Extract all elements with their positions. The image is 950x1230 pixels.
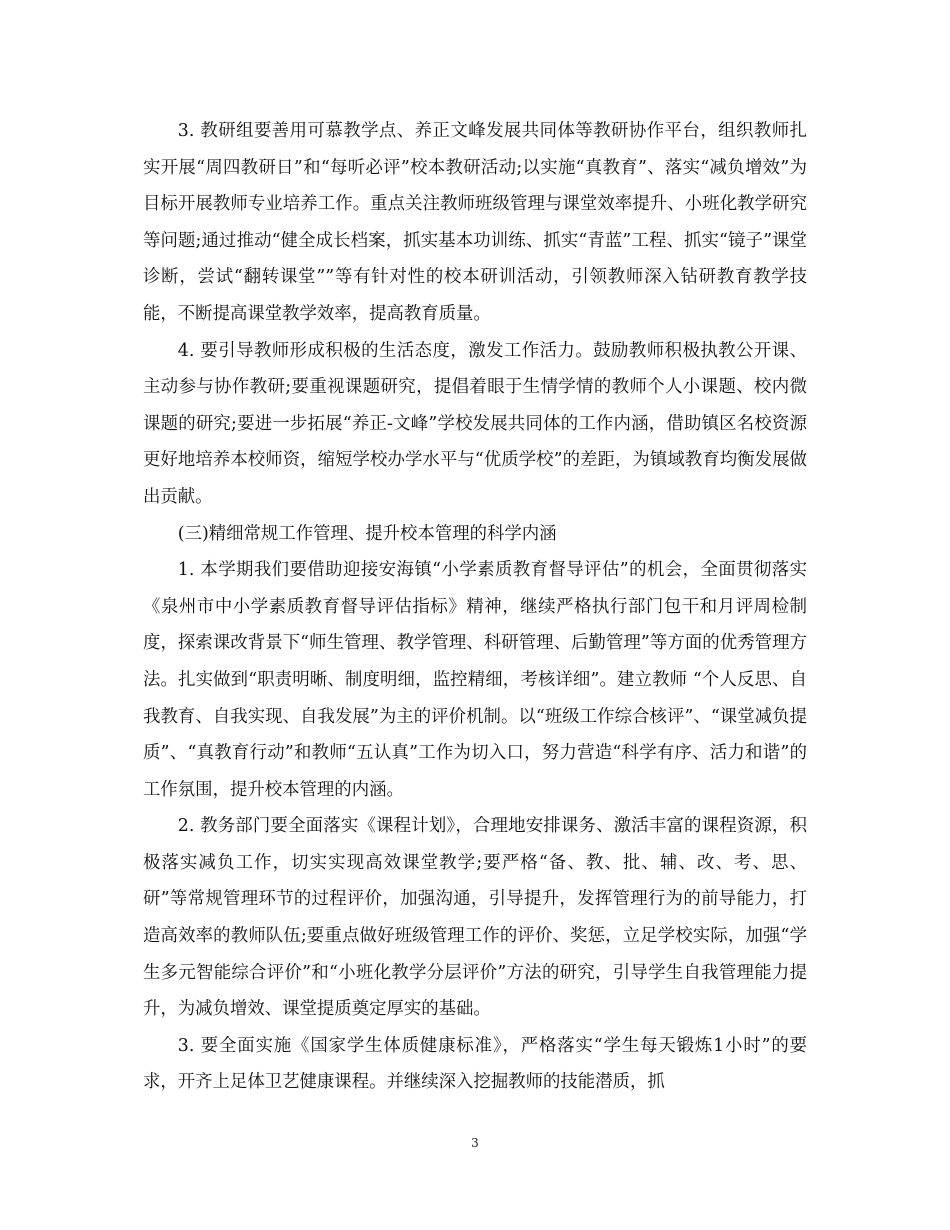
page-number: 3 xyxy=(471,1136,479,1150)
paragraph-academic-affairs: 2. 教务部门要全面落实《课程计划》，合理地安排课务、激活丰富的课程资源，积极落实减负工作，切实实现高效课堂教学;要严格“备、教、批、辅、改、考、思、研”等常规管理环节的过程评价，加强沟通，引导提升，发挥管理行为的前导能力，打造高效率的教师队伍;要重点做好班级管理工作的评价、奖惩，立足学校实际，加强“学生多元智能综合评价”和“小班化教学分层评价”方法的研究，引导学生自我管理能力提升，为减负增效、课堂提质奠定厚实的基础。 xyxy=(143,816,807,1020)
document-body xyxy=(143,113,807,1101)
paragraph-teacher-attitude: 4. 要引导教师形成积极的生活态度，激发工作活力。鼓励教师积极执教公开课、主动参与协作教研;要重视课题研究，提倡着眼于生情学情的教师个人小课题、校内微课题的研究;要进一步拓展“养正-文峰”学校发展共同体的工作内涵，借助镇区名校资源更好地培养本校师资，缩短学校办学水平与“优质学校”的差距，为镇域教育均衡发展做出贡献。 xyxy=(143,340,807,507)
paragraph-management-evaluation: 1. 本学期我们要借助迎接安海镇“小学素质教育督导评估”的机会，全面贯彻落实《泉州市中小学素质教育督导评估指标》精神，继续严格执行部门包干和月评周检制度，探索课改背景下“师生管理、教学管理、科研管理、后勤管理”等方面的优秀管理方法。扎实做到“职责明晰、制度明细，监控精细，考核详细”。建立教师 “个人反思、自我教育、自我实现、自我发展”为主的评价机制。以“班级工作综合核评”、“课堂减负提质”、“真教育行动”和教师“五认真”工作为切入口，努力营造“科学有序、活力和谐”的工作氛围，提升校本管理的内涵。 xyxy=(143,560,807,800)
section-heading: (三)精细常规工作管理、提升校本管理的科学内涵 xyxy=(177,523,557,544)
paragraph-physical-health: 3. 要全面实施《国家学生体质健康标准》，严格落实“学生每天锻炼1小时”的要求，开齐上足体卫艺健康课程。并继续深入挖掘教师的技能潜质，抓 xyxy=(143,1035,807,1093)
paragraph-teaching-research: 3. 教研组要善用可慕教学点、养正文峰发展共同体等教研协作平台，组织教师扎实开展“周四教研日”和“每听必评”校本教研活动;以实施“真教育”、落实“减负增效”为目标开展教师专业培养工作。重点关注教师班级管理与课堂效率提升、小班化教学研究等问题;通过推动“健全成长档案，抓实基本功训练、抓实“青蓝”工程、抓实“镜子”课堂诊断，尝试“翻转课堂””等有针对性的校本研训活动，引领教师深入钻研教育教学技能，不断提高课堂教学效率，提高教育质量。 xyxy=(143,121,807,324)
